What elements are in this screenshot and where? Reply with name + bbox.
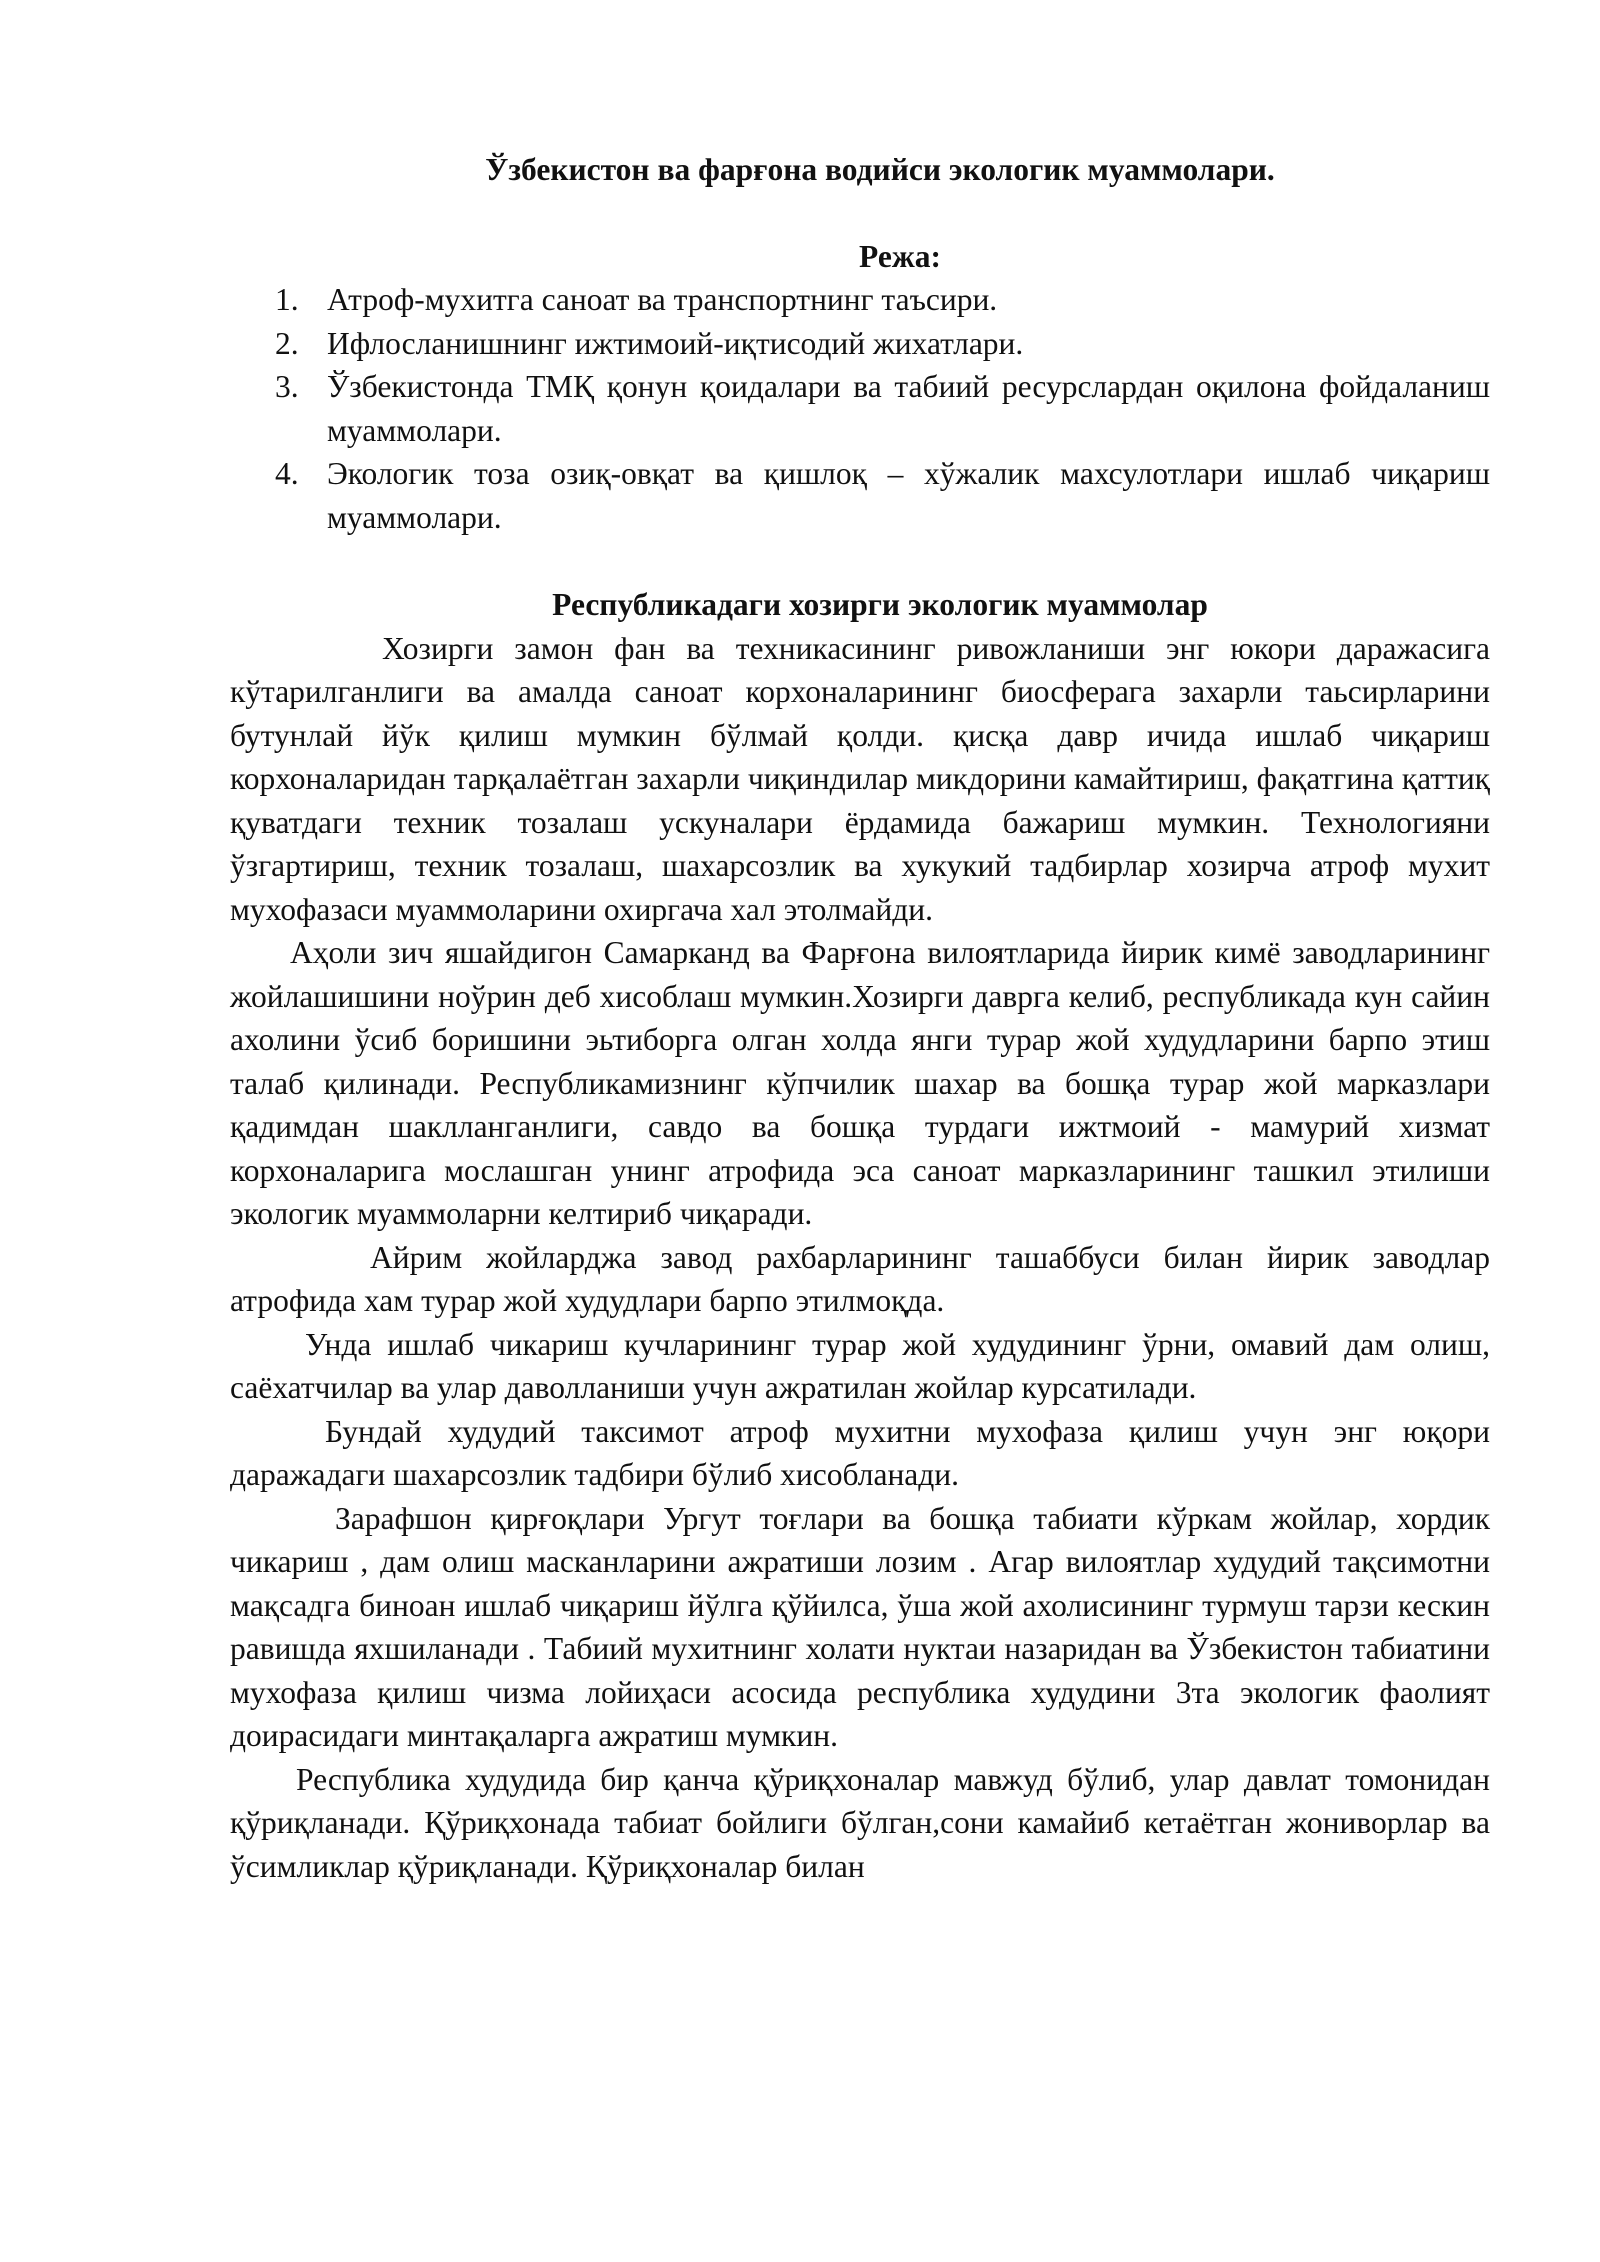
plan-item bbox=[230, 278, 1490, 322]
plan-list bbox=[230, 278, 1490, 539]
plan-item-number: 4. bbox=[275, 456, 299, 491]
body-paragraph: Айрим жойларджа завод рахбарларининг ташаббуси билан йирик заводлар атрофида хам турар жой худудлари барпо этилмоқда. bbox=[230, 1239, 1490, 1318]
body-paragraph: Хозирги замон фан ва техникасининг ривожланиши энг юкори даражасига кўтарилганлиги ва амалда саноат корхоналарининг биосферага захарли таьсирларини бутунлай йўк қилиш мумкин бўлмай қолди. қисқа давр ичида ишлаб чиқариш корхоналаридан тарқалаётган захарли чиқиндилар микдорини камайтириш, фақатгина қаттиқ қуватдаги техник тозалаш ускуналари ёрдамида бажариш мумкин. Технологияни ўзгартириш, техник тозалаш, шахарсозлик ва хукукий тадбирлар хозирча атроф мухит мухофазаси муаммоларини охиргача хал этолмайди. bbox=[230, 630, 1490, 927]
body-paragraph: Аҳоли зич яшайдигон Самарканд ва Фарғона вилоятларида йирик кимё заводларининг жойлашишини ноўрин деб хисоблаш мумкин.Хозирги даврга келиб, республикада кун сайин ахолини ўсиб боришини эьтиборга олган холда янги турар жой худудларини барпо этиш талаб қилинади. Республикамизнинг кўпчилик шахар ва бошқа турар жой марказлари қадимдан шаклланганлиги, савдо ва бошқа турдаги ижтмоий - мамурий хизмат корхоналарига мослашган унинг атрофида эса саноат марказларининг ташкил этилиши экологик муаммоларни келтириб чиқаради. bbox=[230, 935, 1490, 1231]
section-heading: Республикадаги хозирги экологик муаммолар bbox=[552, 587, 1208, 622]
plan-item-number: 1. bbox=[275, 282, 299, 317]
document-page bbox=[230, 148, 1490, 1888]
body-paragraph: Унда ишлаб чикариш кучларининг турар жой худудининг ўрни, омавий дам олиш, саёхатчилар ва улар даволланиши учун ажратилан жойлар курсатилади. bbox=[230, 1326, 1490, 1405]
plan-item-text: Ўзбекистонда ТМҚ қонун қоидалари ва табиий ресурслардан оқилона фойдаланиш муаммолари. bbox=[327, 369, 1490, 448]
plan-item-number: 2. bbox=[275, 325, 299, 361]
plan-item-text: Атроф-мухитга саноат ва транспортнинг таъсири. bbox=[327, 282, 998, 317]
plan-heading: Режа: bbox=[859, 238, 941, 274]
body-paragraph: Бундай худудий таксимот атроф мухитни мухофаза қилиш учун энг юқори даражадаги шахарсозлик тадбири бўлиб хисобланади. bbox=[230, 1413, 1490, 1492]
body-paragraph: Республика худудида бир қанча қўриқхоналар мавжуд бўлиб, улар давлат томонидан қўриқланади. Қўриқхонада табиат бойлиги бўлган,сони камайиб кетаётган жониворлар ва ўсимликлар қўриқланади. Қўриқхоналар билан bbox=[230, 1761, 1490, 1884]
plan-item bbox=[230, 452, 1490, 539]
plan-item-number: 3. bbox=[275, 369, 299, 404]
plan-item-text: Экологик тоза озиқ-овқат ва қишлоқ – хўжалик махсулотлари ишлаб чиқариш муаммолари. bbox=[327, 456, 1490, 535]
plan-item-text: Ифлосланишнинг ижтимоий-иқтисодий жихатлари. bbox=[327, 325, 1024, 361]
body-paragraph: Зарафшон қирғоқлари Ургут тоғлари ва бошқа табиати кўркам жойлар, хордик чикариш , дам олиш масканларини ажратиши лозим . Агар вилоятлар худудий тақсимотни мақсадга биноан ишлаб чиқариш йўлга қўйилса, ўша жой ахолисининг турмуш тарзи кескин равишда яхшиланади . Табиий мухитнинг холати нуктаи назаридан ва Ўзбекистон табиатини мухофаза қилиш чизма лойиҳаси асосида республика худудини 3та экологик фаолият доирасидаги минтақаларга ажратиш мумкин. bbox=[230, 1500, 1490, 1753]
plan-item bbox=[230, 365, 1490, 452]
plan-item bbox=[230, 322, 1490, 366]
document-title: Ўзбекистон ва фарғона водийси экологик муаммолари. bbox=[485, 152, 1275, 187]
